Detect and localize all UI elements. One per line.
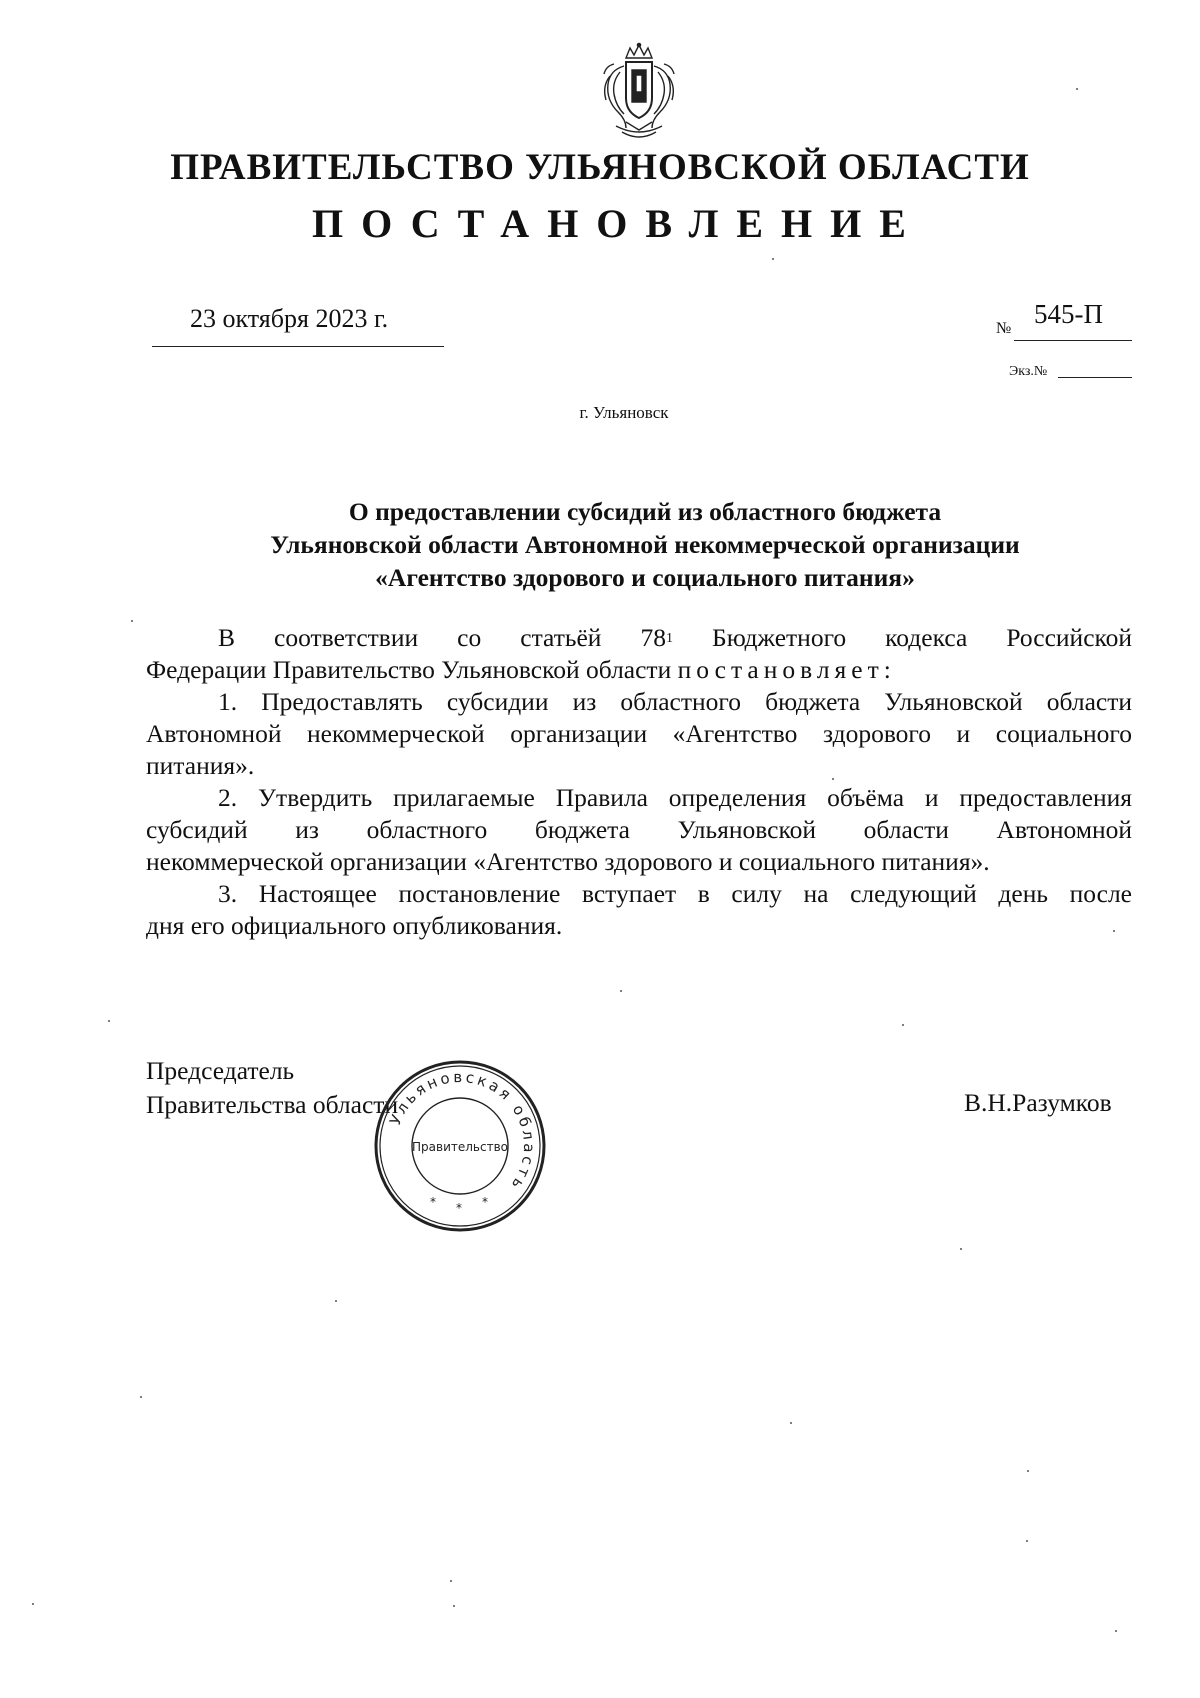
- scan-speck: [1076, 88, 1078, 90]
- clause-3-line: 3. Настоящее постановление вступает в силу на следующий день после: [218, 879, 1132, 908]
- scan-speck: [32, 1603, 34, 1605]
- clause-1-line: Автономной некоммерческой организации «Агентство здорового и социального: [146, 719, 1132, 748]
- number-sign: №: [996, 320, 1012, 337]
- scan-speck: [1027, 1470, 1029, 1472]
- signatory-name: В.Н.Разумков: [964, 1088, 1112, 1117]
- paragraph-preamble-line: В соответствии со статьёй $78^1$ Бюджетного кодекса Российской: [218, 623, 1133, 652]
- scan-speck: [832, 778, 834, 780]
- number-underline: [1014, 340, 1132, 341]
- document-body: [146, 622, 1132, 942]
- scan-speck: [1113, 930, 1115, 932]
- scan-speck: [131, 620, 133, 622]
- scan-speck: [960, 1248, 962, 1250]
- title-line: Ульяновской области Автономной некоммерческой организации: [270, 530, 1020, 559]
- scan-speck: [1115, 1630, 1117, 1632]
- scan-speck: [335, 1300, 337, 1302]
- city: г. Ульяновск: [579, 403, 669, 422]
- scan-speck: [790, 1422, 792, 1424]
- clause-2-line: 2. Утвердить прилагаемые Правила определения объёма и предоставления: [218, 783, 1132, 812]
- title-line: «Агентство здорового и социального питания»: [375, 563, 915, 592]
- organization-name: ПРАВИТЕЛЬСТВО УЛЬЯНОВСКОЙ ОБЛАСТИ: [170, 147, 1030, 188]
- copy-number-underline: [1058, 377, 1132, 378]
- svg-text:Правительство: Правительство: [412, 1140, 508, 1154]
- clause-2-line: некоммерческой организации «Агентство здорового и социального питания».: [146, 847, 990, 876]
- clause-1-line: 1. Предоставлять субсидии из областного бюджета Ульяновской области: [218, 687, 1132, 716]
- scan-speck: [140, 1396, 142, 1398]
- svg-text:*: *: [482, 1195, 488, 1209]
- document-date: 23 октября 2023 г.: [190, 304, 389, 333]
- article-superscript: 1: [666, 631, 674, 646]
- signatory-position: Председатель Правительства области: [146, 1056, 399, 1119]
- coat-of-arms-emblem: [596, 42, 682, 146]
- scan-speck: [902, 1024, 904, 1026]
- clause-2-line: субсидий из областного бюджета Ульяновской области Автономной: [146, 815, 1132, 844]
- paragraph-preamble-line: Федерации Правительство Ульяновской области постановляет:: [146, 655, 891, 684]
- copy-number-label: Экз.№: [1009, 364, 1048, 379]
- svg-text:*: *: [430, 1195, 436, 1209]
- scan-speck: [620, 990, 622, 992]
- official-seal: [372, 1058, 548, 1234]
- scan-speck: [450, 1580, 452, 1582]
- scan-speck: [772, 258, 774, 260]
- title-line: О предоставлении субсидий из областного бюджета: [348, 497, 942, 526]
- document-number: 545-П: [1034, 299, 1103, 329]
- scan-speck: [1026, 1540, 1028, 1542]
- scan-speck: [108, 1020, 110, 1022]
- clause-3-line: дня его официального опубликования.: [146, 911, 563, 940]
- scan-speck: [453, 1605, 455, 1607]
- clause-1-line: питания».: [146, 751, 255, 780]
- svg-text:Ульяновская область: Ульяновская область: [386, 1067, 539, 1195]
- document-title: [150, 495, 1140, 594]
- resolves-word: постановляет: [677, 655, 884, 684]
- date-underline: [152, 346, 444, 347]
- document-type: ПОСТАНОВЛЕНИЕ: [312, 201, 924, 246]
- svg-text:*: *: [456, 1201, 462, 1215]
